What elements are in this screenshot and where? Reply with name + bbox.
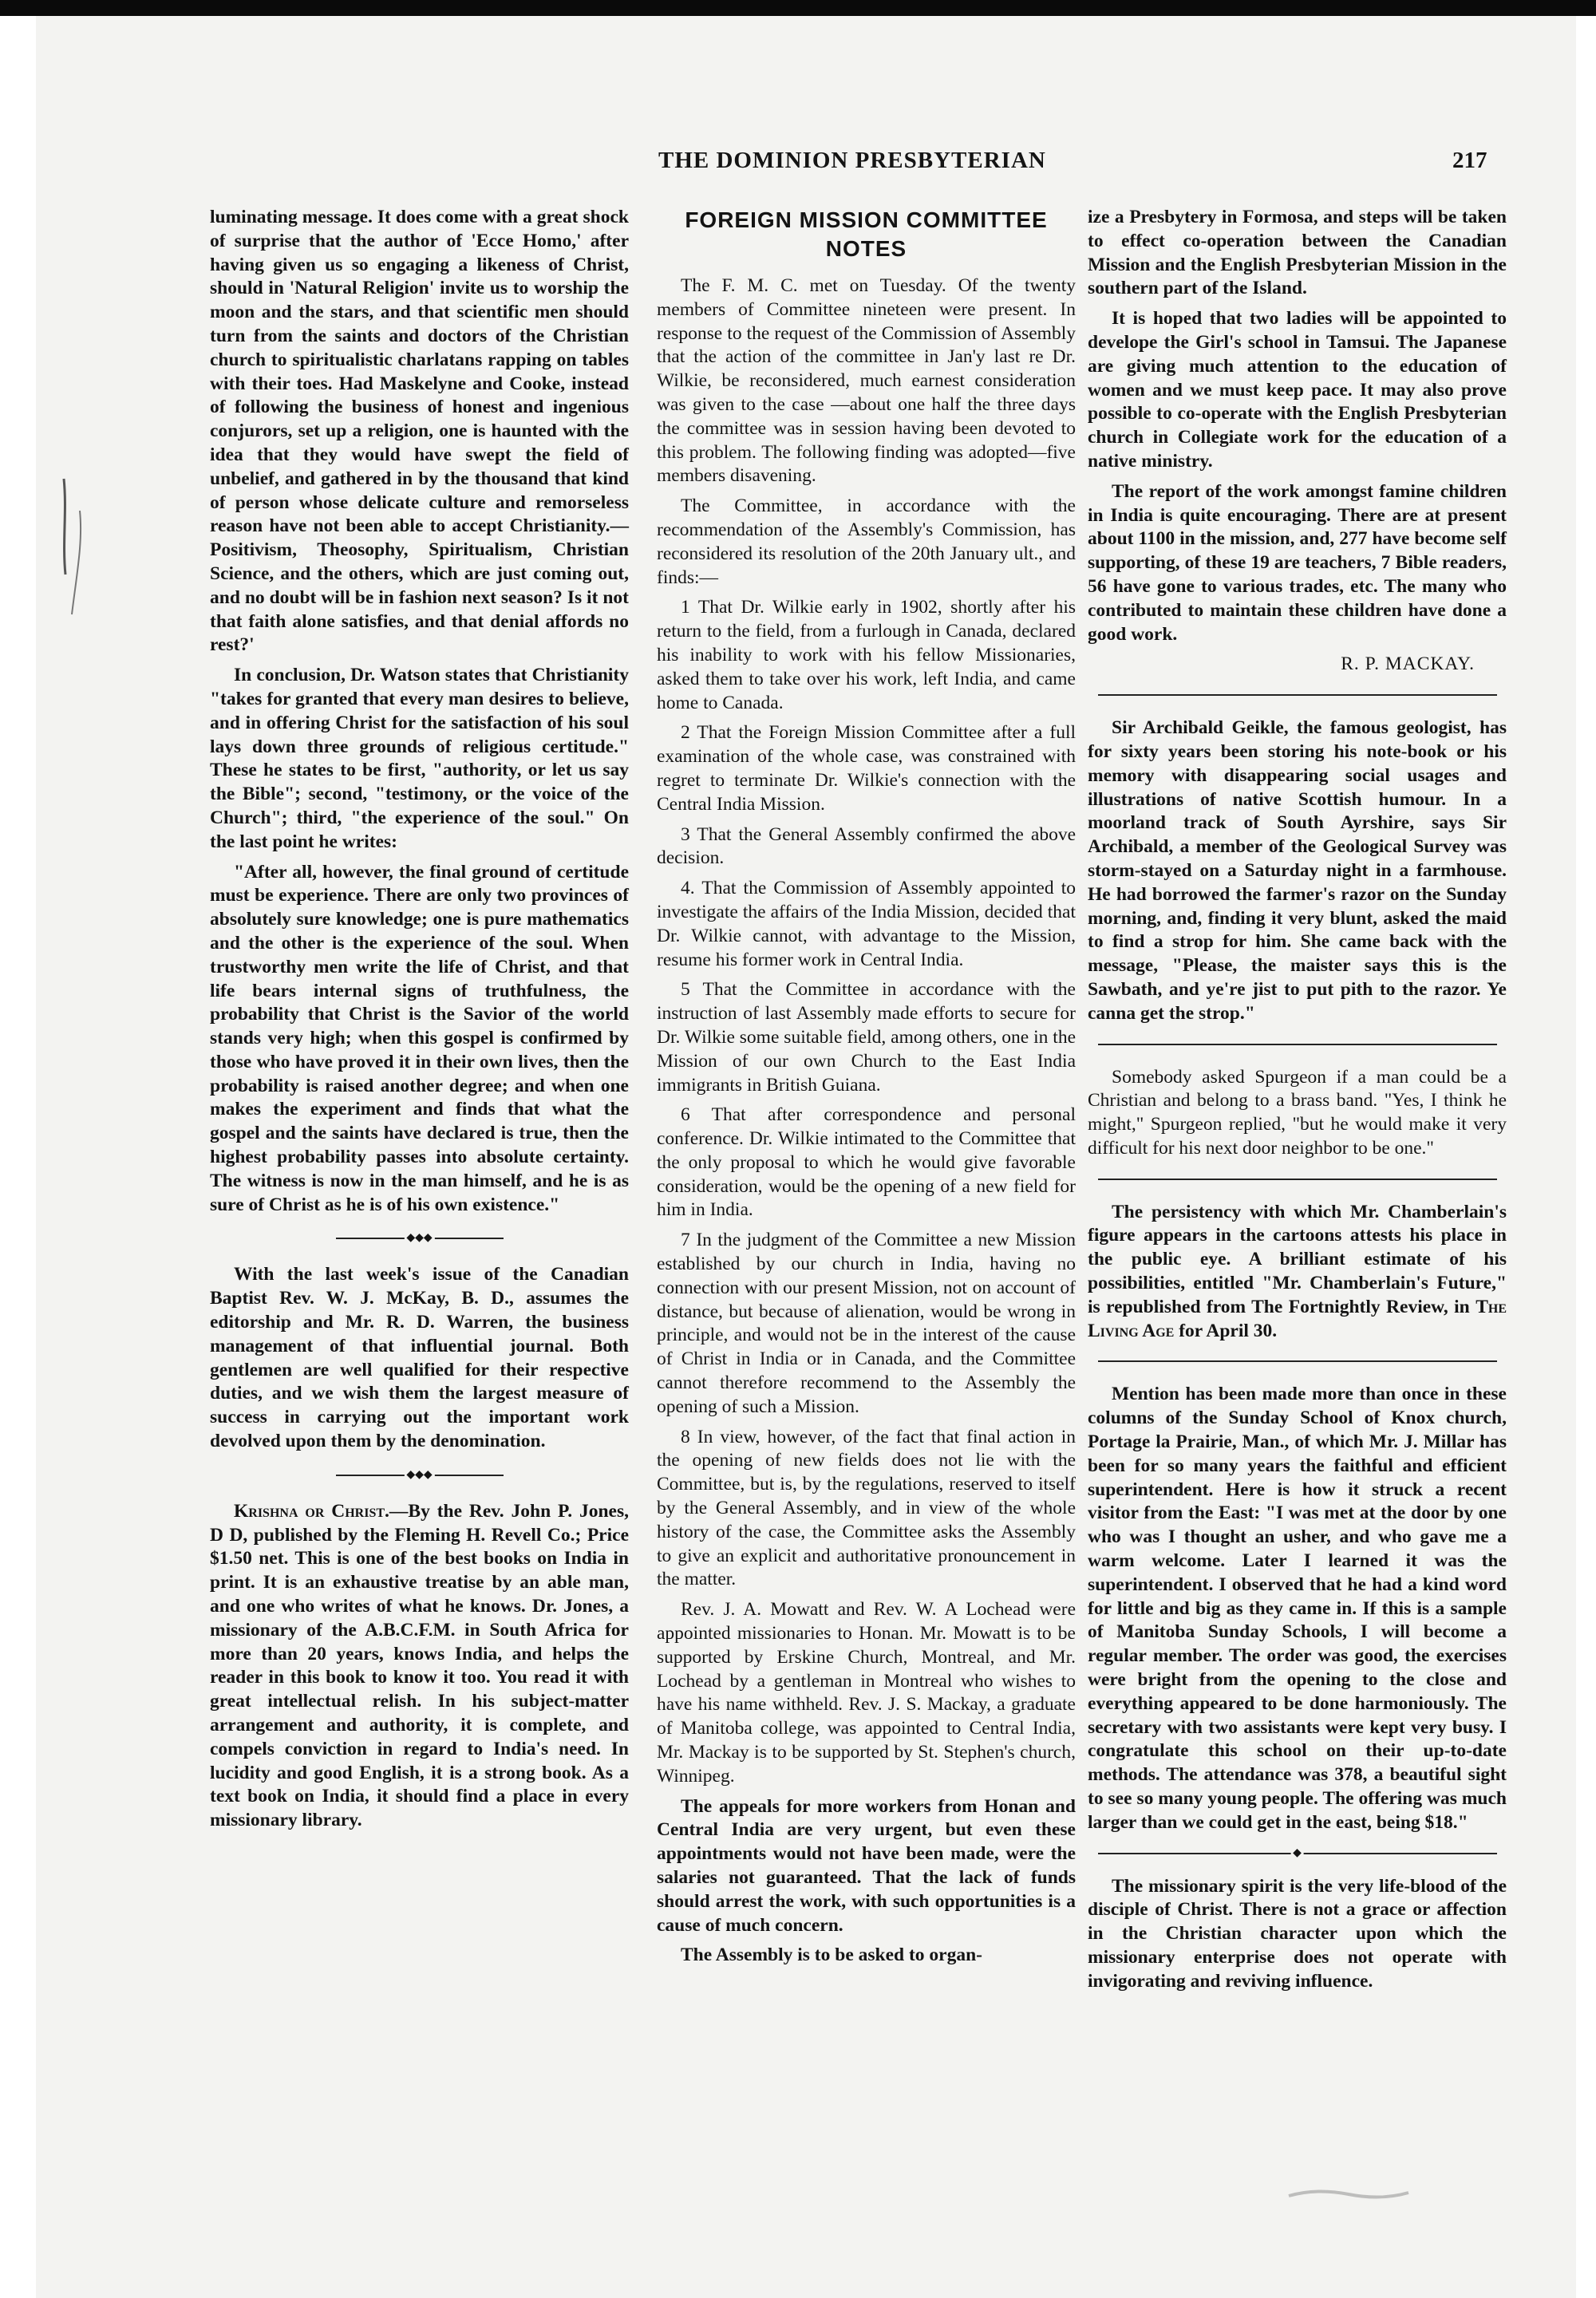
finding-item: 1 That Dr. Wilkie early in 1902, shortly after his return to the field, from a furlough in Canada, declared his inability to work with his fellow Missionaries, asked them to take over his work, left India, and came home to Canada. [657,597,1076,713]
article-paragraph: The F. M. C. met on Tuesday. Of the twenty members of Committee nineteen were present. In response to the request of the Commission of Assembly that the action of the committee in Jan'y last re Dr. Wilkie, be reconsidered, much earnest consideration was given to the case —about one half the three days the committee was in session having been devoted to this problem. The following finding was adopted—five members disavening. [657,275,1076,487]
scan-smudge [1285,2185,1412,2202]
finding-item: 4. That the Commission of Assembly appointed to investigate the affairs of the India Mission, decided that Dr. Wilkie cannot, with advantage to the Mission, resume his former work in Central India. [657,878,1076,970]
column-left [210,206,629,1839]
scan-top-border [0,0,1596,16]
article-paragraph: The Committee, in accordance with the recommendation of the Assembly's Commission, has reconsidered its resolution of the 20th January ult., and finds:— [657,496,1076,588]
article-paragraph: The report of the work amongst famine children in India is quite encouraging. There are at present about 1100 in the mission, and, 277 have become self supporting, of these 19 are teachers, 7 Bible readers, 56 have gone to various trades, etc. The many who contributed to maintain these children have done a good work. [1088,480,1507,645]
section-divider [1098,1044,1497,1045]
notice-paragraph: With the last week's issue of the Canadian Baptist Rev. W. J. McKay, B. D., assumes the editorship and Mr. R. D. Warren, the business management of that influential journal. Both gentlemen are well qualified for their respective duties, and we wish them the largest measure of success in carrying out the important work devolved upon them by the denomination. [210,1264,629,1452]
anecdote-paragraph: Somebody asked Spurgeon if a man could be a Christian and belong to a brass band. "Yes, I think he might," Spurgeon replied, "but he would make it very difficult for his next door neighbor to be one." [1088,1066,1507,1159]
article-paragraph: It is hoped that two ladies will be appointed to develope the Girl's school in Tamsui. The Japanese are giving much attention to the education of women and we must keep pace. It may also prove possible to co-operate with the English Presbyterian church in Collegiate work for the education of a native ministry. [1088,308,1507,472]
section-divider: ◆ [1098,1853,1497,1854]
section-heading: FOREIGN MISSION COMMITTEE NOTES [685,207,1048,261]
newspaper-page [36,16,1576,2298]
book-review-text: —By the Rev. John P. Jones, D D, published by the Fleming H. Revell Co.; Price $1.50 net. This is one of the best books on India in print. It is an exhaustive treatise by an able man, and one who writes of what he knows. Dr. Jones, a missionary of the A.B.C.F.M. in South Africa for more than 20 years, knows India, and helps the reader in this book to know it too. You read it with great intellectual relish. In his subject-matter arrangement and authority, it is complete, and compels conviction in regard to India's need. In lucidity and good English, it is a strong book. As a text book on India, it should find a place in every missionary library. [210,1500,629,1831]
section-divider [1098,1360,1497,1362]
article-quote: "After all, however, the final ground of certitude must be experience. There are only two provinces of absolutely sure knowledge; one is pure mathematics and the other is the experience of the soul. When trustworthy men write the life of Christ, and that life bears internal signs of truthfulness, the probability that Christ is the Savior of the world stands very high; when this gospel is confirmed by those who have proved it in their own lives, then the probability is raised another degree; and when one makes the experiment and finds that what the gospel and the saints have declared is true, then the highest probability passes into absolute certainty. The witness is now in the man himself, and he is as sure of Christ as he is of his own existence." [210,861,629,1215]
article-paragraph: ize a Presbytery in Formosa, and steps will be taken to effect co-operation between the Canadian Mission and the English Presbyterian Mission in the southern part of the Island. [1088,207,1507,299]
signature: R. P. MACKAY. [1341,653,1475,675]
book-review-lead: Krishna or Christ. [234,1500,389,1522]
article-paragraph: luminating message. It does come with a great shock of surprise that the author of 'Ecce Homo,' after having given us so engaging a likeness of Christ, should in 'Natural Religion' invite us to worship the moon and the stars, and that scientific men should turn from the saints and doctors of the Christian church to spiritualistic charlatans rapping on tables with their toes. Had Maskelyne and Cooke, instead of following the business of honest and ingenious conjurors, set up a religion, one is haunted with the idea that they would have swept the field of unbelief, and gathered in by the thousand that kind of person whose delicate culture and remorseless reason have not been able to accept Christianity.—Positivism, Theosophy, Spiritualism, Christian Science, and the others, which are just coming out, and no doubt will be in fashion next season? Is it not that faith alone satisfies, and that denial affords no rest?' [210,207,629,656]
margin-pencil-marks [48,463,96,622]
notice-text: The persistency with which Mr. Chamberlain's figure appears in the cartoons attests his place in the public eye. A brilliant estimate of his possibilities, entitled "Mr. Chamberlain's Future," is republished from The Fortnightly Review, in [1088,1201,1507,1317]
finding-item: 2 That the Foreign Mission Committee after a full examination of the whole case, was constrained with regret to terminate Dr. Wilkie's connection with the Central India Mission. [657,722,1076,815]
finding-item: 8 In view, however, of the fact that final action in the opening of new fields does not lie with the Committee, but is, by the regulations, reserved to itself by the General Assembly, and in view of the whole history of the case, the Committee asks the Assembly to give an explicit and authoritative pronouncement in the matter. [657,1426,1076,1590]
column-middle [657,206,1076,1974]
article-paragraph: The Assembly is to be asked to organ- [681,1945,982,1966]
notice-tail: for April 30. [1174,1320,1278,1341]
finding-item: 5 That the Committee in accordance with the instruction of last Assembly made efforts to secure for Dr. Wilkie some suitable field, among others, one in the Mission of our own Church to the East India immigrants in British Guiana. [657,979,1076,1096]
page-number: 217 [1452,148,1487,173]
running-title: THE DOMINION PRESBYTERIAN [658,148,1046,173]
finding-item: 6 That after correspondence and personal conference. Dr. Wilkie intimated to the Committee that the only proposal to which he would give favorable consideration, would be the opening of a new field for him in India. [657,1104,1076,1221]
notice-paragraph [1088,1201,1507,1344]
anecdote-paragraph: Sir Archibald Geikle, the famous geologist, has for sixty years been storing his note-book or his memory with disappearing social usages and illustrations of native Scottish humour. In a moorland track of South Ayrshire, says Sir Archibald, a member of the Geological Survey was storm-stayed on a Saturday night in a farmhouse. He had borrowed the farmer's razor on the Sunday morning, and, finding it very blunt, asked the maid to find a strop for him. She came back with the message, "Please, the maister says this is the Sawbath, and ye're jist to put pith to the razor. Ye canna get the strop." [1088,717,1507,1024]
notice-paragraph: Mention has been made more than once in these columns of the Sunday School of Knox church, Portage la Prairie, Man., of which Mr. J. Millar has been for so many years the faithful and efficient superintendent. Here is how it struck a recent visitor from the East: "I was met at the door by one who was I thought an usher, and who gave me a warm welcome. Later I learned it was the superintendent. I observed that he had a kind word for little and big as they came in. If this is a sample of Manitoba Sunday Schools, I will become a regular member. The order was good, the exercises were bright from the opening to the close and everything appeared to be done harmoniously. The secretary with two assistants were kept very busy. I congratulate this school on their up-to-date methods. The attendance was 378, a beautiful sight to see so many young people. The offering was much larger than we could get in the east, being $18." [1088,1384,1507,1833]
magazine-title: The Living Age [1088,1296,1507,1341]
book-review-paragraph [210,1500,629,1833]
closing-paragraph: The missionary spirit is the very life-blood of the disciple of Christ. There is not a grace or affection in the Christian character upon which the missionary enterprise does not operate with invigorating and reviving influence. [1088,1875,1507,1992]
column-right [1088,206,1507,2000]
section-divider: ◆◆◆ [336,1475,504,1476]
section-divider [1098,694,1497,696]
finding-item: 3 That the General Assembly confirmed the above decision. [657,823,1076,869]
article-paragraph: The appeals for more workers from Honan and Central India are very urgent, but even these appointments would not have been made, were the salaries not guaranteed. That the lack of funds should arrest the work, with such opportunities is a cause of much concern. [657,1795,1076,1936]
article-paragraph: In conclusion, Dr. Watson states that Christianity "takes for granted that every man desires to believe, and in offering Christ for the satisfaction of his soul lays down three grounds of religious certitude." These he states to be first, "authority, or let us say the Bible"; second, "testimony, or the voice of the Church"; third, "the experience of the soul." On the last point he writes: [210,665,629,852]
section-divider [1098,1179,1497,1180]
article-paragraph: Rev. J. A. Mowatt and Rev. W. A Lochead were appointed missionaries to Honan. Mr. Mowatt is to be supported by Erskine Church, Montreal, and Mr. Lochead by a gentleman in Montreal who wishes to have his name withheld. Rev. J. S. Mackay, a graduate of Manitoba college, was appointed to Central India, Mr. Mackay is to be supported by St. Stephen's church, Winnipeg. [657,1599,1076,1787]
finding-item: 7 In the judgment of the Committee a new Mission established by our church in India, having no connection with our present Mission, not on account of distance, but because of alienation, would be wrong in principle, and would not be in the interest of the cause of Christ in India or in Canada, and the Committee cannot therefore recommend to the Assembly the opening of such a Mission. [657,1230,1076,1417]
section-divider: ◆◆◆ [336,1238,504,1239]
